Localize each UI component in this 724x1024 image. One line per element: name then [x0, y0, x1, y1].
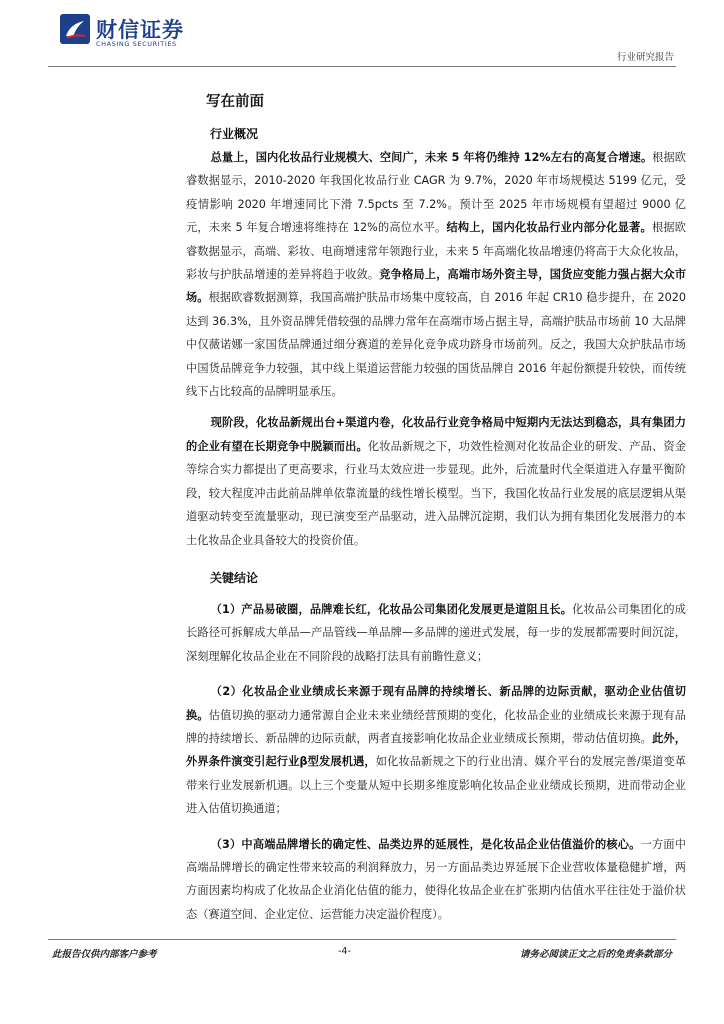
text-run: 化妆品公司集团化的成长路径可拆解成大单品—产品管线—单品牌—多品牌的递进式发展，每一步的发展都需要时间沉淀，深刻理解化妆品企业在不同阶段的战略打法具有前瞻性意义； [186, 602, 686, 663]
report-type-label: 行业研究报告 [616, 52, 674, 63]
page-content [186, 88, 686, 926]
header-divider [48, 66, 676, 67]
text-run: 一方面中高端品牌增长的确定性带来较高的利润释放力，另一方面品类边界延展下企业营收体量稳健扩增，两方面因素均构成了化妆品企业消化估值的能力，使得化妆品企业在扩张期内估值水平往往处于溢价状态（赛道空间、企业定位、运营能力决定溢价程度）。 [186, 837, 686, 921]
text-run: 化妆品新规之下，功效性检测对化妆品企业的研发、产品、资金等综合实力都提出了更高要求，行业马太效应进一步显现。此外，后流量时代全渠道进入存量平衡阶段，较大程度冲击此前品牌单依靠流量的线性增长模型。当下，我国化妆品行业发展的底层逻辑从渠道驱动转变至流量驱动，现已演变至产品驱动，进入品牌沉淀期，我们认为拥有集团化发展潜力的本土化妆品企业具备较大的投资价值。 [186, 439, 686, 547]
paragraph-conclusion-3 [186, 833, 686, 927]
subsection-title-overview: 行业概况 [210, 127, 259, 141]
paragraph-overview-2 [186, 411, 686, 551]
chasing-securities-logo-icon [60, 14, 90, 44]
footer-divider [48, 939, 676, 940]
bold-text-run: 现阶段，化妆品新规出台+渠道内卷，化妆品行业竞争格局中短期内无法达到稳态，具有集团力的企业有望在长期竞争中脱颖而出。 [186, 416, 686, 453]
logo-name-en: CHASING SECURITIES [96, 40, 177, 48]
paragraph-overview-1 [186, 146, 686, 403]
bold-text-run: 总量上，国内化妆品行业规模大、空间广，未来 5 年将仍维持 12%左右的高复合增速。 [210, 151, 653, 164]
footer-disclaimer-left: 此报告仅供内部客户参考 [52, 949, 157, 960]
paragraph-conclusion-2 [186, 680, 686, 820]
text-run: 根据欧睿数据显示，2010-2020 年我国化妆品行业 CAGR 为 9.7%，2020 年市场规模达 5199 亿元，受疫情影响 2020 年增速同比下滑 7.5pcts 至 7.2%。预计至 2025 年市场规模有望超过 9000 亿元，未来 5 年复合增速将维持在 12%的高位水平。 [186, 151, 686, 235]
text-run: 估值切换的驱动力通常源自企业未来业绩经营预期的变化，化妆品企业的业绩成长来源于现有品牌的持续增长、新品牌的边际贡献，两者直接影响化妆品企业业绩成长预期，带动估值切换。 [186, 708, 686, 745]
text-run: 如化妆品新规之下的行业出清、媒介平台的发展完善/渠道变革带来行业发展新机遇。以上三个变量从短中长期多维度影响化妆品企业业绩成长预期，进而带动企业进入估值切换通道； [186, 755, 686, 816]
paragraph-conclusion-1 [186, 598, 686, 668]
footer-disclaimer-right: 请务必阅读正文之后的免责条款部分 [519, 949, 672, 960]
bold-text-run: （1）产品易破圈，品牌难长红，化妆品公司集团化发展更是道阻且长。 [210, 602, 573, 616]
bold-text-run: （3）中高端品牌增长的确定性、品类边界的延展性，是化妆品企业估值溢价的核心。 [210, 837, 641, 851]
subsection-title-conclusions: 关键结论 [210, 570, 259, 585]
page-number: -4- [338, 946, 351, 957]
section-title: 写在前面 [206, 94, 264, 110]
page-header [0, 0, 724, 70]
text-run: 根据欧睿数据测算，我国高端护肤品市场集中度较高，自 2016 年起 CR10 稳步提升，在 2020 达到 36.3%，且外资品牌凭借较强的品牌力常年在高端市场占据主导，高端护肤品市场前 10 大品牌中仅薇诺娜一家国货品牌通过细分赛道的差异化竞争成功跻身市场前列。反之，我国大众护肤品市场中国货品牌竞争力较强，其中线上渠道运营能力较强的国货品牌自 2016 年起份额提升较快，而传统线下占比较高的品牌明显承压。 [186, 291, 686, 399]
text-run: 根据欧睿数据显示，高端、彩妆、电商增速常年领跑行业，未来 5 年高端化妆品增速仍将高于大众化妆品，彩妆与护肤品增速的差异将趋于收敛。 [186, 221, 686, 282]
logo-name-cn: 财信证券 [96, 18, 184, 42]
bold-text-run: 竞争格局上，高端市场外资主导，国货应变能力强占据大众市场。 [186, 268, 686, 305]
bold-text-run: 结构上，国内化妆品行业内部分化显著。 [446, 221, 652, 235]
bold-text-run: 此外，外界条件演变引起行业β型发展机遇， [186, 731, 686, 769]
bold-text-run: （2）化妆品企业业绩成长来源于现有品牌的持续增长、新品牌的边际贡献，驱动企业估值切换。 [186, 685, 686, 722]
